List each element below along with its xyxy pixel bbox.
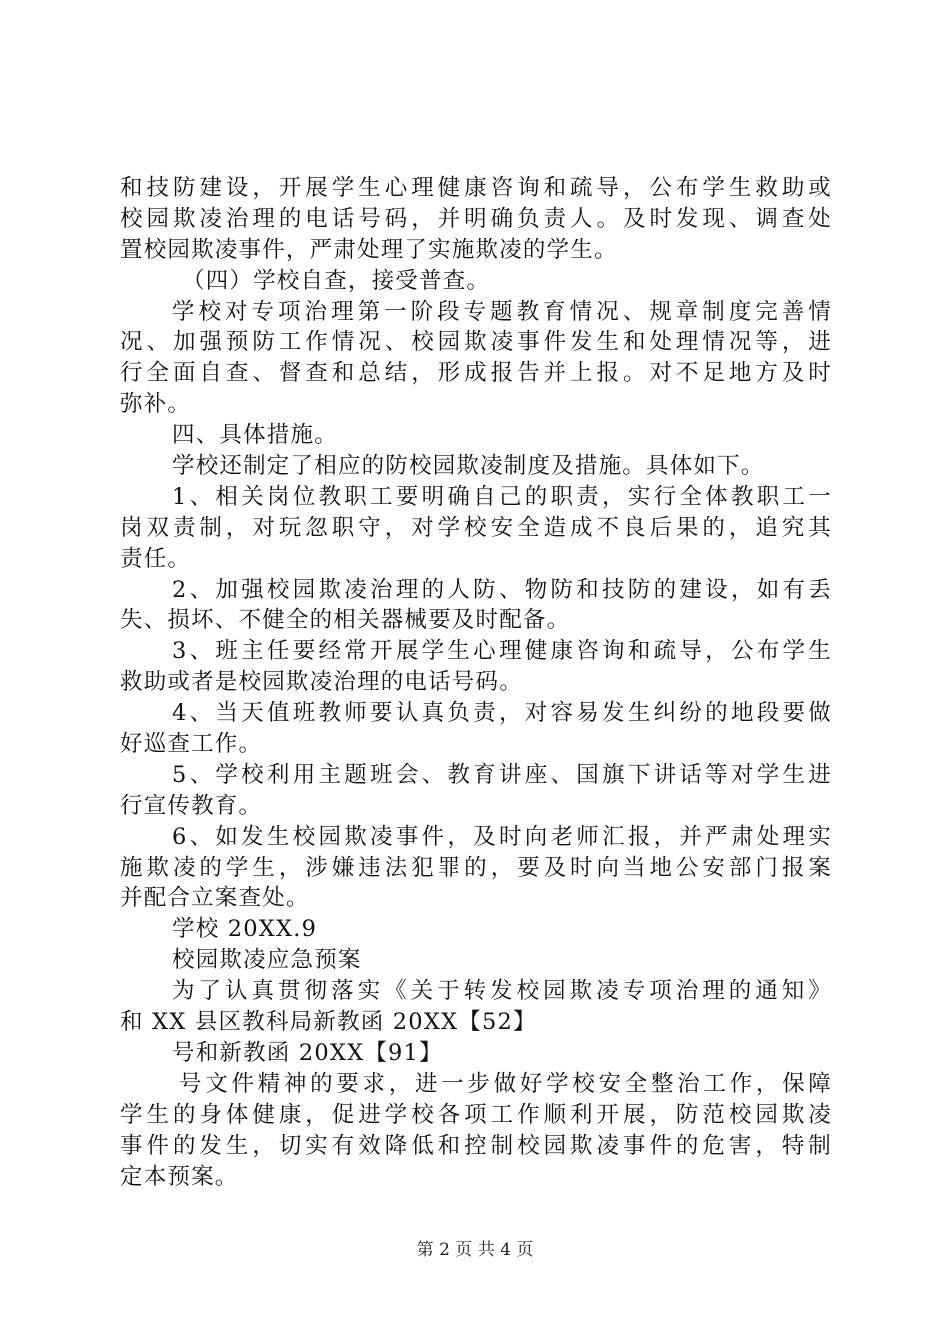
list-item: 2、加强校园欺凌治理的人防、物防和技防的建设，如有丢 (172, 576, 832, 603)
text-line: 岗双责制，对玩忽职守，对学校安全造成不良后果的，追究其 (120, 514, 832, 541)
text-line: 和 XX 县区教科局新教函 20XX【52】 (120, 1009, 537, 1036)
text-line: 失、损坏、不健全的相关器械要及时配备。 (120, 607, 571, 634)
text-line: 号文件精神的要求，进一步做好学校安全整治工作，保障 (179, 1070, 832, 1097)
text-line: 行全面自查、督查和总结，形成报告并上报。对不足地方及时 (120, 360, 832, 387)
document-body (120, 173, 832, 1192)
text-line: 为了认真贯彻落实《关于转发校园欺凌专项治理的通知》 (172, 978, 832, 1005)
list-item: 5、学校利用主题班会、教育讲座、国旗下讲话等对学生进 (172, 761, 832, 788)
text-line: 好巡查工作。 (120, 731, 263, 758)
text-line: 号和新教函 20XX【91】 (172, 1039, 443, 1066)
text-line: 施欺凌的学生，涉嫌违法犯罪的，要及时向当地公安部门报案 (120, 854, 832, 881)
text-line: 校园欺凌治理的电话号码，并明确负责人。及时发现、调查处 (120, 205, 832, 232)
text-line: 置校园欺凌事件，严肃处理了实施欺凌的学生。 (120, 236, 618, 263)
plan-title: 校园欺凌应急预案 (172, 947, 362, 974)
text-line: 学校还制定了相应的防校园欺凌制度及措施。具体如下。 (172, 453, 765, 480)
text-line: 况、加强预防工作情况、校园欺凌事件发生和处理情况等，进 (120, 329, 832, 356)
text-line: 定本预案。 (120, 1163, 239, 1190)
list-item: 1、相关岗位教职工要明确自己的职责，实行全体教职工一 (172, 483, 832, 510)
signature-line: 学校 20XX.9 (172, 916, 318, 943)
text-line: 行宣传教育。 (120, 792, 263, 819)
text-line: 学校对专项治理第一阶段专题教育情况、规章制度完善情 (172, 298, 832, 325)
page-number: 第 2 页 共 4 页 (416, 1240, 534, 1260)
list-item: 4、当天值班教师要认真负责，对容易发生纠纷的地段要做 (172, 700, 832, 727)
text-line: 学生的身体健康，促进学校各项工作顺利开展，防范校园欺凌 (120, 1101, 832, 1128)
section-heading: （四）学校自查，接受普查。 (182, 267, 491, 294)
text-line: 事件的发生，切实有效降低和控制校园欺凌事件的危害，特制 (120, 1132, 832, 1159)
section-heading: 四、具体措施。 (172, 422, 338, 449)
list-item: 6、如发生校园欺凌事件，及时向老师汇报，并严肃处理实 (172, 823, 832, 850)
text-line: 责任。 (120, 545, 192, 572)
text-line: 救助或者是校园欺凌治理的电话号码。 (120, 669, 523, 696)
text-line: 弥补。 (120, 391, 192, 418)
text-line: 和技防建设，开展学生心理健康咨询和疏导，公布学生救助或 (120, 175, 832, 201)
list-item: 3、班主任要经常开展学生心理健康咨询和疏导，公布学生 (172, 638, 832, 665)
text-line: 并配合立案查处。 (120, 885, 310, 912)
